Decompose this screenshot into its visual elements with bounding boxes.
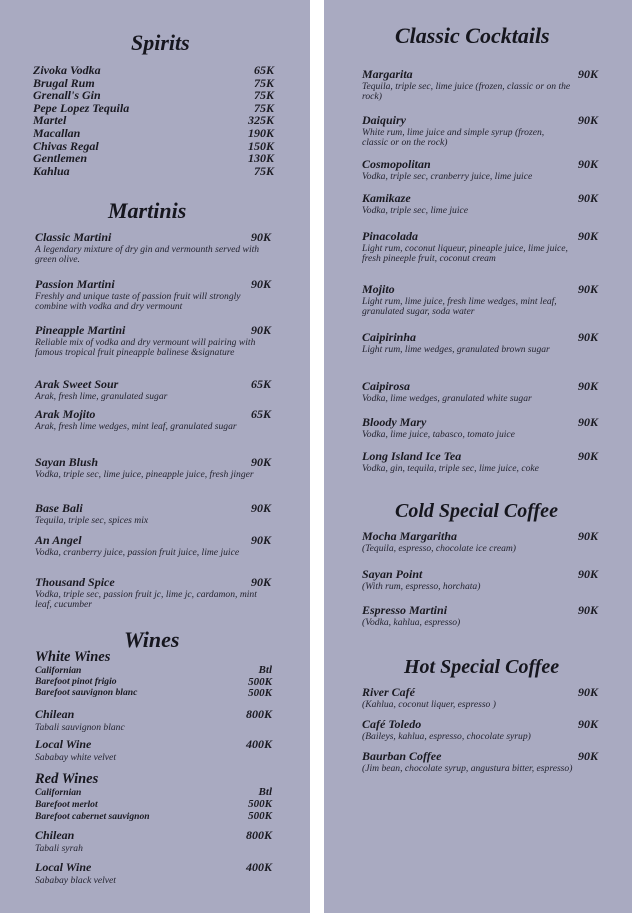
- item-name: Sayan Blush: [35, 455, 99, 469]
- item-description: (Kahlua, coconut liquer, espresso ): [362, 699, 496, 710]
- item-price: 90K: [250, 575, 271, 589]
- item-price: 90K: [577, 449, 598, 463]
- item-name: An Angel: [35, 533, 82, 547]
- item-price: 90K: [250, 533, 271, 547]
- item-description: Vodka, triple sec, lime juice, pineapple juice, fresh jinger: [35, 469, 254, 480]
- white-wine-item: Barefoot pinot frigio: [35, 676, 117, 687]
- item-price: 90K: [577, 282, 598, 296]
- item-price: 90K: [577, 330, 598, 344]
- item-price: 90K: [250, 323, 271, 337]
- item-description: (Baileys, kahlua, espresso, chocolate syrup): [362, 731, 531, 742]
- spirits-title: Spirits: [131, 30, 190, 55]
- white-californian-label: Californian: [35, 665, 82, 676]
- left-menu-panel: [0, 0, 310, 913]
- red-chilean-desc: Tabali syrah: [35, 843, 83, 854]
- item-description: White rum, lime juice and simple syrup (frozen, classic or on the rock): [362, 127, 545, 148]
- item-name: Base Bali: [35, 501, 83, 515]
- wines-title: Wines: [124, 627, 180, 652]
- item-name: Cosmopolitan: [362, 157, 431, 171]
- item-name: Pineapple Martini: [35, 323, 126, 337]
- item-price: 90K: [250, 501, 271, 515]
- item-price: 90K: [577, 379, 598, 393]
- item-name: Mojito: [362, 282, 395, 296]
- item-name: Pinacolada: [362, 229, 418, 243]
- item-name: Pepe Lopez Tequila: [33, 100, 130, 115]
- hot-coffee-title: Hot Special Coffee: [404, 656, 560, 678]
- item-name: Arak Mojito: [35, 407, 96, 421]
- item-name: Margarita: [362, 67, 413, 81]
- white-wine-price: 500K: [248, 676, 272, 688]
- item-description: (Tequila, espresso, chocolate ice cream): [362, 543, 516, 554]
- item-price: 130K: [247, 151, 274, 166]
- right-menu-panel: [324, 0, 632, 913]
- item-price: 90K: [577, 67, 598, 81]
- item-description: Vodka, gin, tequila, triple sec, lime juice, coke: [362, 463, 539, 474]
- white-chilean-desc: Tabali sauvignon blanc: [35, 722, 125, 733]
- item-price: 65K: [253, 63, 274, 77]
- item-price: 190K: [247, 126, 274, 140]
- item-description: (Jim bean, chocolate syrup, angustura bitter, espresso): [362, 763, 573, 774]
- item-name: Kamikaze: [362, 191, 411, 205]
- item-name: Chivas Regal: [33, 138, 99, 153]
- item-description: (With rum, espresso, horchata): [362, 581, 481, 592]
- white-btl-label: Btl: [258, 664, 272, 676]
- item-name: Zivoka Vodka: [33, 63, 101, 77]
- red-local-title: Local Wine: [35, 860, 92, 874]
- martinis-title: Martinis: [108, 198, 187, 223]
- red-local-price: 400K: [245, 860, 272, 874]
- red-local-desc: Sababay black velvet: [35, 875, 116, 886]
- item-price: 90K: [577, 717, 598, 731]
- red-wine-price: 500K: [248, 798, 272, 810]
- red-wine-price: 500K: [248, 810, 272, 822]
- classic-cocktails-title: Classic Cocktails: [395, 23, 550, 48]
- item-description: Arak, fresh lime, granulated sugar: [35, 391, 168, 402]
- item-description: (Vodka, kahlua, espresso): [362, 617, 461, 628]
- item-description: Vodka, triple sec, lime juice: [362, 205, 469, 216]
- item-description: Light rum, lime wedges, granulated brown sugar: [362, 344, 550, 355]
- item-name: Kahlua: [33, 163, 70, 178]
- red-btl-label: Btl: [258, 786, 272, 798]
- item-name: Caipirosa: [362, 379, 411, 393]
- item-name: Mocha Margaritha: [362, 529, 458, 543]
- item-price: 75K: [253, 100, 274, 115]
- white-chilean-title: Chilean: [35, 707, 75, 721]
- item-name: Classic Martini: [35, 230, 112, 244]
- item-price: 90K: [250, 455, 271, 469]
- item-price: 90K: [577, 113, 598, 127]
- item-description: Light rum, coconut liqueur, pineaple juice, lime juice, fresh pineeple fruit, coconut cream: [362, 243, 568, 264]
- item-price: 90K: [577, 415, 598, 429]
- item-name: Thousand Spice: [35, 575, 115, 589]
- red-wine-item: Barefoot merlot: [35, 799, 98, 810]
- item-name: Café Toledo: [362, 717, 422, 731]
- item-name: Macallan: [33, 126, 81, 140]
- item-description: Light rum, lime juice, fresh lime wedges, mint leaf, granulated sugar, soda water: [362, 296, 557, 317]
- item-price: 90K: [577, 157, 598, 171]
- white-local-desc: Sababay white velvet: [35, 752, 116, 763]
- item-price: 90K: [577, 567, 598, 581]
- item-price: 90K: [577, 603, 598, 617]
- item-price: 90K: [250, 230, 271, 244]
- item-name: Brugal Rum: [33, 75, 95, 90]
- item-description: Arak, fresh lime wedges, mint leaf, granulated sugar: [35, 421, 237, 432]
- item-description: A legendary mixture of dry gin and vermounth served with green olive.: [35, 244, 260, 265]
- item-price: 90K: [250, 277, 271, 291]
- item-price: 90K: [577, 191, 598, 205]
- white-wine-price: 500K: [248, 687, 272, 699]
- red-wines-title: Red Wines: [35, 771, 99, 787]
- item-name: Arak Sweet Sour: [35, 377, 119, 391]
- item-description: Vodka, cranberry juice, passion fruit juice, lime juice: [35, 547, 240, 558]
- white-local-title: Local Wine: [35, 737, 92, 751]
- item-name: Grenall's Gin: [33, 88, 101, 103]
- white-local-price: 400K: [245, 737, 272, 751]
- item-description: Freshly and unique taste of passion fruit will strongly combine with vodka and dry vermount: [35, 291, 241, 312]
- item-name: Passion Martini: [35, 277, 115, 291]
- red-chilean-title: Chilean: [35, 828, 75, 842]
- item-description: Vodka, triple sec, cranberry juice, lime juice: [362, 171, 533, 182]
- item-name: Baurban Coffee: [362, 749, 442, 763]
- item-price: 90K: [577, 685, 598, 699]
- item-description: Tequila, triple sec, lime juice (frozen, classic or on the rock): [362, 81, 571, 102]
- red-wine-item: Barefoot cabernet sauvignon: [35, 811, 150, 822]
- item-price: 75K: [253, 163, 274, 178]
- item-name: Caipirinha: [362, 330, 417, 344]
- item-price: 150K: [247, 138, 274, 153]
- item-price: 90K: [577, 529, 598, 543]
- white-wine-item: Barefoot sauvignon blanc: [35, 687, 138, 698]
- item-name: Espresso Martini: [362, 603, 448, 617]
- item-description: Vodka, lime juice, tabasco, tomato juice: [362, 429, 515, 440]
- item-price: 75K: [253, 75, 274, 90]
- red-chilean-price: 800K: [245, 828, 272, 842]
- item-name: Long Island Ice Tea: [362, 449, 462, 463]
- item-price: 75K: [253, 88, 274, 103]
- cold-coffee-title: Cold Special Coffee: [395, 500, 558, 522]
- item-price: 325K: [247, 113, 274, 128]
- item-name: Daiquiry: [362, 113, 407, 127]
- item-name: Bloody Mary: [362, 415, 427, 429]
- item-description: Vodka, lime wedges, granulated white sugar: [362, 393, 532, 404]
- white-wines-title: White Wines: [35, 649, 111, 665]
- item-name: River Café: [362, 685, 415, 699]
- white-chilean-price: 800K: [245, 707, 272, 721]
- item-description: Vodka, triple sec, passion fruit jc, lime jc, cardamon, mint leaf, cucumber: [35, 589, 257, 610]
- item-price: 65K: [250, 407, 271, 421]
- item-price: 90K: [577, 229, 598, 243]
- item-description: Tequila, triple sec, spices mix: [35, 515, 149, 526]
- item-price: 90K: [577, 749, 598, 763]
- item-price: 65K: [250, 377, 271, 391]
- red-californian-label: Californian: [35, 787, 82, 798]
- item-name: Martel: [33, 113, 67, 128]
- item-description: Reliable mix of vodka and dry vermount will pairing with famous tropical fruit pineapple balinese &signature: [35, 337, 256, 358]
- item-name: Gentlemen: [33, 151, 87, 166]
- item-name: Sayan Point: [362, 567, 423, 581]
